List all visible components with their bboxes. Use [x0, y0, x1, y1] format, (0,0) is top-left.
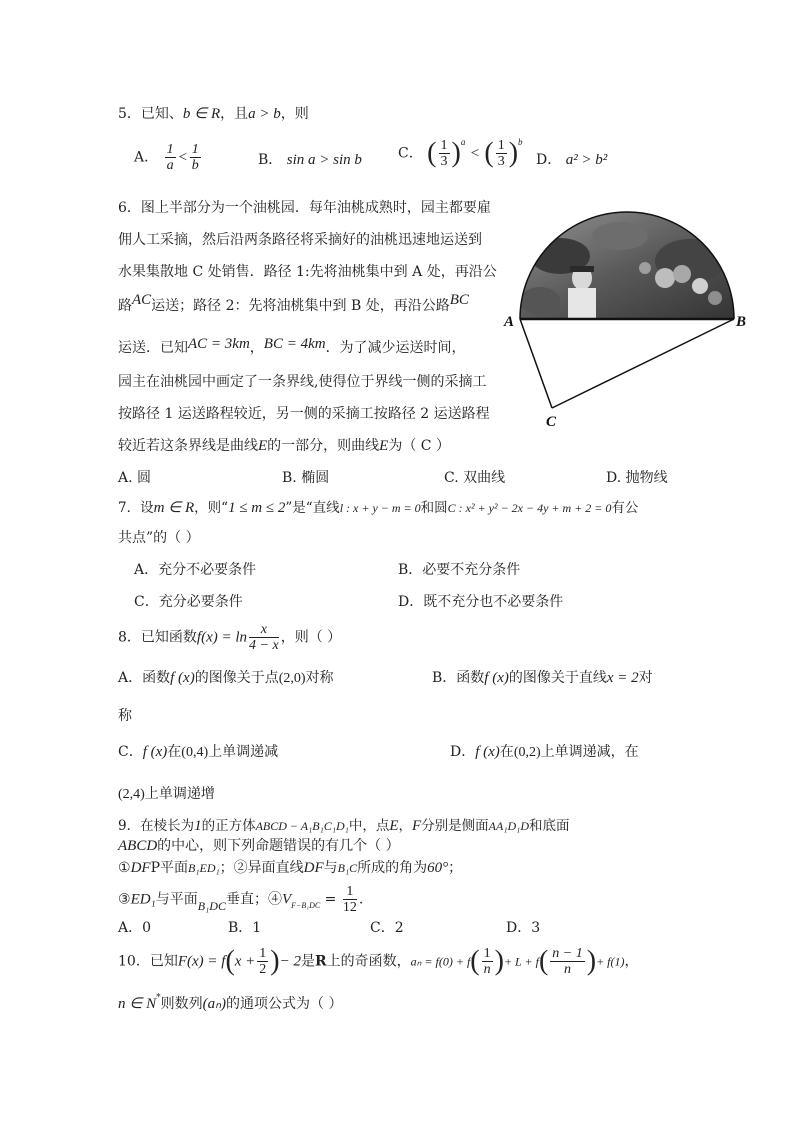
q6-line: 按路径 1 运送路程较近，另一侧的采摘工按路径 2 运送路程: [118, 406, 490, 422]
text: 在: [167, 744, 182, 760]
q5-option-a: [134, 142, 203, 173]
q9-option-c: C．2: [370, 920, 404, 936]
peach-orchard-figure: [500, 206, 760, 436]
text: 的正方体: [201, 818, 256, 834]
math: (0,2): [513, 745, 541, 760]
fraction: [496, 138, 507, 169]
math: (0,4): [181, 745, 209, 760]
math: C : x² + y² − 2x − 4y + m + 2 = 0: [447, 501, 612, 515]
text: ，: [624, 953, 639, 970]
math: E: [389, 818, 399, 834]
q9-line: [118, 858, 462, 878]
text: 和底面: [529, 818, 570, 834]
point-label-b: B: [736, 314, 747, 330]
math: AC: [132, 292, 152, 308]
text: 9．在棱长为: [118, 818, 195, 834]
text: ”是“直线: [285, 500, 340, 516]
numerator: 1: [191, 142, 199, 157]
math: BC: [449, 292, 469, 308]
denominator: b: [191, 158, 199, 173]
text: 运送；路径 2：先将油桃集中到 B 处，再沿公路: [151, 298, 450, 314]
q8-option-c: [118, 742, 278, 763]
fraction: [550, 946, 584, 977]
q6-option-d: D. 抛物线: [606, 470, 668, 486]
exponent: a: [460, 137, 466, 147]
q8-option-b: [432, 668, 653, 688]
paren: ): [494, 945, 504, 977]
numerator: 1: [259, 946, 267, 961]
q7-option-b: B．必要不充分条件: [398, 562, 521, 578]
q5-stem-text: ，则: [280, 106, 309, 122]
q5-stem: [118, 104, 309, 124]
q6-line: [118, 292, 469, 316]
fraction: [343, 884, 357, 915]
text: 10．已知: [118, 953, 178, 970]
numerator: x: [249, 622, 279, 638]
math: E: [379, 438, 389, 454]
math: − 2: [279, 953, 301, 970]
math: 1 ≤ m ≤ 2: [228, 500, 286, 516]
text: 为（ C ）: [388, 438, 450, 454]
q8-option-d: [450, 742, 639, 763]
math: (2,4): [118, 787, 145, 802]
q8-option-a: [118, 668, 334, 689]
subscript: F−B₁DC: [291, 900, 321, 910]
text: A．函数: [118, 670, 171, 686]
q5-stem-text: ，且: [220, 106, 249, 122]
option-label: D．: [536, 152, 562, 168]
q9-option-a: A．0: [118, 920, 152, 936]
q6-line: 6．图上半部分为一个油桃园．每年油桃成熟时，园主都要雇: [118, 200, 491, 216]
q9-line: [118, 836, 400, 856]
text: 的图像关于直线: [508, 670, 607, 686]
q7-option-c: C．充分必要条件: [134, 594, 243, 610]
math: f(x) = ln: [196, 629, 248, 646]
math: 60°: [427, 860, 449, 876]
math: E: [258, 438, 268, 454]
q6-option-b: B. 椭圆: [282, 470, 330, 486]
text: 较近若这条界线是曲线: [118, 438, 258, 454]
text: 与平面: [155, 891, 198, 908]
math: ABCD: [118, 838, 158, 854]
denominator: n: [563, 962, 571, 977]
paren: (: [538, 945, 549, 977]
math: f (x): [475, 744, 500, 760]
math: DF: [130, 860, 151, 876]
math: m ∈ R: [153, 500, 195, 516]
option-math: a² > b²: [565, 152, 608, 168]
text: =: [320, 891, 341, 908]
numerator: 1: [483, 946, 491, 961]
q6-option-c: C. 双曲线: [444, 470, 506, 486]
numerator: 1: [497, 138, 505, 153]
q5-stem-math: a > b: [248, 106, 281, 122]
math: B₁ED₁: [187, 861, 220, 875]
denominator: n: [483, 962, 491, 977]
point-label-a: A: [504, 314, 515, 330]
text: 上单调递增: [144, 786, 215, 802]
q7-line: [118, 498, 638, 518]
text: 路: [118, 298, 132, 314]
text: 上单调递减: [208, 744, 279, 760]
numerator: 1: [440, 138, 448, 153]
paren: (: [427, 137, 437, 169]
text: ③: [118, 891, 131, 908]
paren: ): [451, 137, 461, 169]
q5-option-b: [258, 150, 362, 170]
text: ，: [249, 340, 264, 356]
text: 和圆: [420, 500, 448, 516]
text: ；: [448, 860, 463, 876]
math: aₙ = f(0) + f: [410, 954, 471, 969]
q5-option-c: [398, 138, 523, 169]
q9-line: [118, 884, 363, 915]
q7-option-a: A．充分不必要条件: [134, 562, 257, 578]
math: + f(1): [596, 954, 625, 969]
q7-option-d: D．既不充分也不必要条件: [398, 594, 564, 610]
math: f (x): [484, 670, 509, 686]
text: 在: [499, 744, 514, 760]
math: f (x): [170, 670, 195, 686]
text: P平面: [150, 860, 188, 876]
text: 中，点: [348, 818, 390, 834]
text: ，则“: [194, 500, 229, 516]
math: x +: [234, 953, 256, 970]
segment-ac: [520, 319, 552, 408]
text: 上的奇函数，: [326, 953, 411, 970]
text: 垂直；④: [225, 891, 282, 908]
text: 的一部分，则曲线: [267, 438, 380, 454]
math: ABCD − A₁B₁C₁D₁: [255, 819, 349, 833]
text: 的中心，则下列命题错误的有几个（ ）: [157, 838, 400, 854]
math: l : x + y − m = 0: [339, 501, 421, 515]
point-label-c: C: [546, 414, 557, 430]
q9-line: [118, 816, 570, 836]
math: AA₁D₁D: [488, 819, 530, 833]
numerator: 1: [343, 884, 357, 900]
paren: (: [470, 945, 480, 977]
denominator: 12: [342, 900, 357, 915]
text: 上单调递减，在: [540, 744, 639, 760]
text: ①: [118, 860, 131, 876]
math: DF: [303, 860, 324, 876]
fraction: [257, 946, 268, 977]
text: ，: [398, 818, 412, 834]
text: 的图像关于点: [194, 670, 279, 686]
q10-line: [118, 994, 343, 1014]
text: ；②异面直线: [219, 860, 304, 876]
q6-line: 佣人工采摘，然后沿两条路径将采摘好的油桃迅速地运送到: [118, 232, 482, 248]
text: ．为了减少运送时间，: [325, 340, 466, 356]
text: B．函数: [432, 670, 485, 686]
fraction: [190, 142, 201, 173]
paren: ): [586, 945, 597, 977]
math: (aₙ): [202, 996, 227, 1012]
math: n ∈ N: [118, 996, 157, 1012]
text: ，则（ ）: [280, 629, 342, 646]
q8-option-b-continued: 称: [118, 708, 132, 724]
math: F: [412, 818, 422, 834]
fraction: [482, 946, 493, 977]
text: D．: [450, 744, 476, 760]
math: R: [315, 953, 327, 970]
exponent: b: [518, 137, 523, 147]
q6-line: 园主在油桃园中画定了一条界线,使得位于界线一侧的采摘工: [118, 374, 487, 390]
math: + L + f: [503, 954, 539, 969]
q8-option-d-continued: [118, 784, 215, 805]
text: 则数列: [160, 996, 203, 1012]
text: 所成的角为: [357, 860, 428, 876]
q5-stem-text: 5．已知、: [118, 106, 183, 122]
option-label: B．: [258, 152, 283, 168]
q7-line: 共点”的（ ）: [118, 530, 200, 546]
fraction: [439, 138, 450, 169]
paren: (: [225, 945, 235, 977]
q9-option-d: D．3: [506, 920, 541, 936]
math: B₁C: [337, 861, 358, 875]
paren: ): [270, 945, 280, 977]
superscript: *: [156, 993, 161, 1003]
less-than: <: [469, 145, 480, 162]
math: F(x) = f: [177, 953, 226, 970]
option-label: C．: [398, 145, 423, 162]
q5-option-d: [536, 150, 607, 170]
q6-line: 水果集散地 C 处销售．路径 1:先将油桃集中到 A 处，再沿公: [118, 264, 497, 280]
segment-bc: [552, 319, 734, 408]
q6-line: [118, 436, 450, 456]
text: 分别是侧面: [421, 818, 489, 834]
q8-stem: [118, 622, 341, 653]
text: 对: [638, 670, 653, 686]
less-than: <: [177, 149, 188, 166]
option-label: A．: [134, 149, 159, 166]
fraction: [249, 622, 279, 653]
text: 与: [323, 860, 338, 876]
numerator: 1: [166, 142, 174, 157]
math: x = 2: [606, 670, 639, 686]
text: 运送．已知: [118, 340, 188, 356]
text: C．: [118, 744, 143, 760]
math: B₁DC: [197, 898, 226, 913]
denominator: 3: [440, 154, 448, 169]
text: 8．已知函数: [118, 629, 197, 646]
text: 的通项公式为（ ）: [226, 996, 343, 1012]
option-math: sin a > sin b: [286, 152, 362, 168]
math: ED₁: [130, 891, 156, 908]
q10-line: [118, 946, 638, 977]
denominator: 4 − x: [249, 638, 279, 653]
text: .: [358, 891, 364, 908]
denominator: a: [166, 158, 174, 173]
orchard-photo: [500, 206, 760, 326]
text: 是: [301, 953, 315, 970]
fraction: [165, 142, 176, 173]
denominator: 3: [497, 154, 505, 169]
math: 1: [194, 818, 202, 834]
numerator: n − 1: [552, 946, 583, 961]
q6-line: [118, 338, 466, 358]
text: 有公: [611, 500, 639, 516]
text: 7．设: [118, 500, 154, 516]
q6-option-a: A. 圆: [118, 470, 152, 486]
text: 对称: [305, 670, 334, 686]
math: BC = 4km: [263, 336, 326, 352]
math: f (x): [142, 744, 168, 760]
q9-option-b: B．1: [228, 920, 262, 936]
paren: ): [508, 137, 519, 169]
math: V: [281, 891, 292, 908]
math: AC = 3km: [188, 336, 250, 352]
q5-stem-math: b ∈ R: [182, 106, 221, 122]
math: (2,0): [278, 671, 306, 686]
denominator: 2: [259, 962, 267, 977]
paren: (: [484, 137, 494, 169]
